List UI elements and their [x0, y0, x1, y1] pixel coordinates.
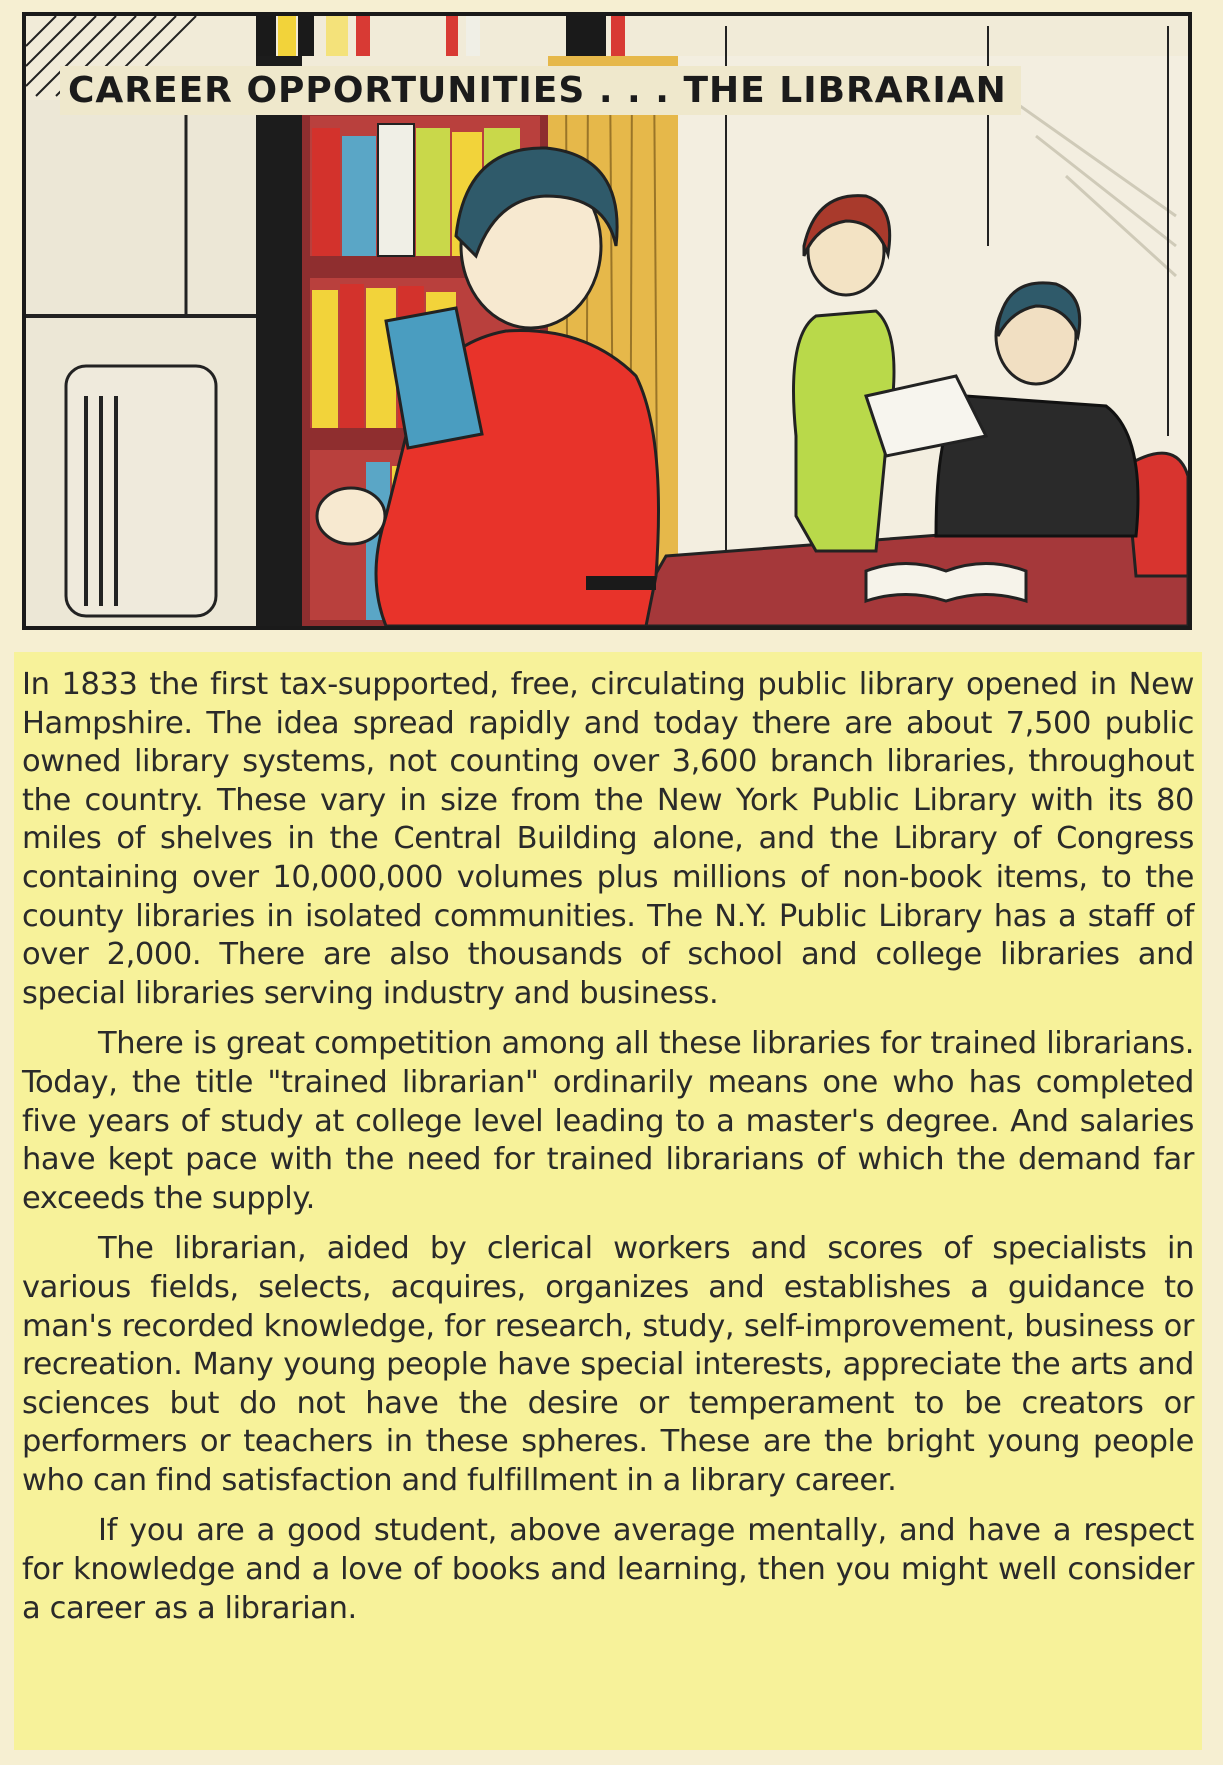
paragraph-role: The librarian, aided by clerical workers and scores of specialists in various fields, selects, acquires, organizes and establishes a guidance to man's recorded knowledge, for research, study, self-improvement, business or recreation. Many young people have special interests, appreciate the arts and sciences but do not have the desire or temperament to be creators or performers or teachers in these spheres. These are the bright young people who can find satisfaction and fulfillment in a library career.	[22, 1231, 1194, 1498]
paragraph-conclusion: If you are a good student, above average mentally, and have a respect for knowledge and a love of books and learning, then you might well consider a career as a librarian.	[22, 1513, 1194, 1626]
panel-title: CAREER OPPORTUNITIES . . . THE LIBRARIAN	[60, 66, 1021, 115]
paragraph-competition: There is great competition among all these libraries for trained librarians. Today, the title "trained librarian" ordinarily means one who has completed five years of study at college level leading to a master's degree. And salaries have kept pace with the need for trained librarians of which the demand far exceeds the supply.	[22, 1026, 1194, 1216]
article-text	[14, 652, 1202, 1750]
illustration-panel	[22, 12, 1192, 630]
paragraph-history: In 1833 the first tax-supported, free, circulating public library opened in New Hampshire. The idea spread rapidly and today there are about 7,500 public owned library systems, not counting over 3,600 branch libraries, throughout the country. These vary in size from the New York Public Library with its 80 miles of shelves in the Central Building alone, and the Library of Congress containing over 10,000,000 volumes plus millions of non-book items, to the county libraries in isolated communities. The N.Y. Public Library has a staff of over 2,000. There are also thousands of school and college libraries and special libraries serving industry and business.	[22, 667, 1194, 1011]
